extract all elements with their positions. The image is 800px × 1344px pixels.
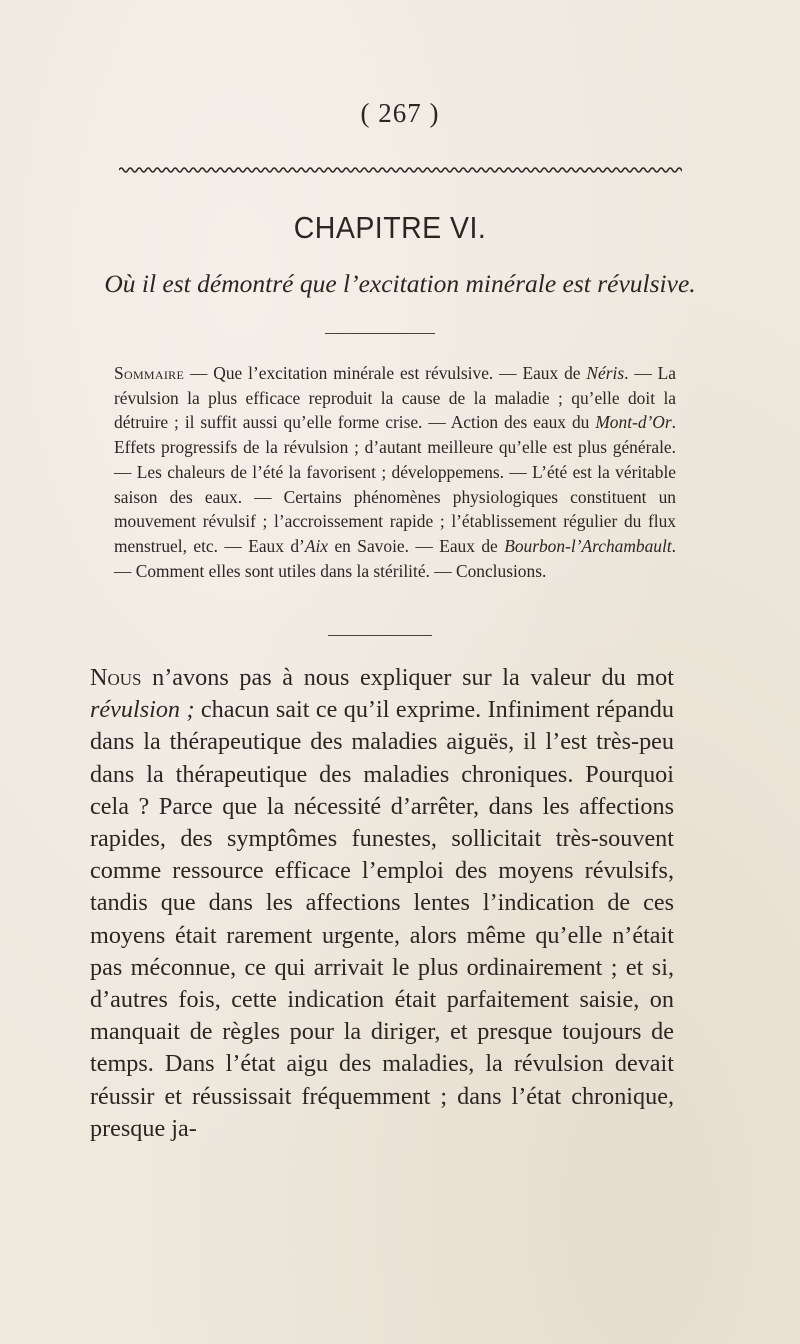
summary-lead: Sommaire [114, 363, 185, 383]
section-rule [325, 333, 435, 334]
ornamental-divider [119, 164, 682, 176]
summary-text: . — La révulsion la plus efficace reproduit la cause de la maladie ; qu’elle doit la détruire ; il suffit aussi qu’elle forme crise. — Action des eaux du [114, 363, 676, 433]
paragraph-text: n’avons pas à nous expliquer sur la valeur du mot [141, 664, 674, 691]
emphasized-term: révulsion ; [90, 696, 195, 724]
place-name: Néris [586, 363, 625, 383]
section-rule [328, 635, 432, 636]
summary-text: . — Comment elles sont utiles dans la stérilité. — Conclusions. [114, 535, 677, 581]
page-number: ( 267 ) [360, 98, 440, 128]
chapter-title: CHAPITRE VI. [293, 210, 487, 245]
place-name: Aix [304, 535, 329, 556]
chapter-summary [114, 361, 676, 583]
paragraph-text: chacun sait ce qu’il exprime. Infiniment répandu dans la thérapeutique des maladies aiguës, il l’est très-peu dans la thérapeutique des maladies chroniques. Pourquoi cela ? Parce que la nécessité d’arrêter, dans les affections rapides, des symptômes funestes, sollicitait très-souvent comme ressource efficace l’emploi des moyens révulsifs, tandis que dans les affections lentes l’indication de ces moyens était rarement urgente, alors même qu’elle n’était pas méconnue, ce qui arrivait le plus ordinairement ; et si, d’autres fois, cette indication était parfaitement saisie, on manquait de règles pour la diriger, et presque toujours de temps. Dans l’état aigu des maladies, la révulsion devait réussir et réussissait fréquemment ; dans l’état chronique, presque ja- [90, 696, 674, 1142]
summary-text: — Que l’excitation minérale est révulsive. — Eaux de [184, 363, 587, 383]
place-name: Bourbon-l’Archambault [504, 535, 672, 556]
chapter-subtitle: Où il est démontré que l’excitation minérale est révulsive. [104, 269, 696, 298]
summary-text: en Savoie. — Eaux de [328, 535, 505, 556]
body-paragraph [90, 662, 674, 1145]
summary-text: . Effets progressifs de la révulsion ; d’autant meilleure qu’elle est plus générale. — Les chaleurs de l’été la favorisent ; développemens. — L’été est la véritable saison des eaux. — Certains phénomènes physiologiques constituent un mouvement révulsif ; l’accroissement rapide ; l’établissement régulier du flux menstruel, etc. — Eaux d’ [114, 412, 676, 556]
paragraph-lead: Nous [90, 664, 142, 691]
place-name: Mont-d’Or [595, 412, 672, 433]
